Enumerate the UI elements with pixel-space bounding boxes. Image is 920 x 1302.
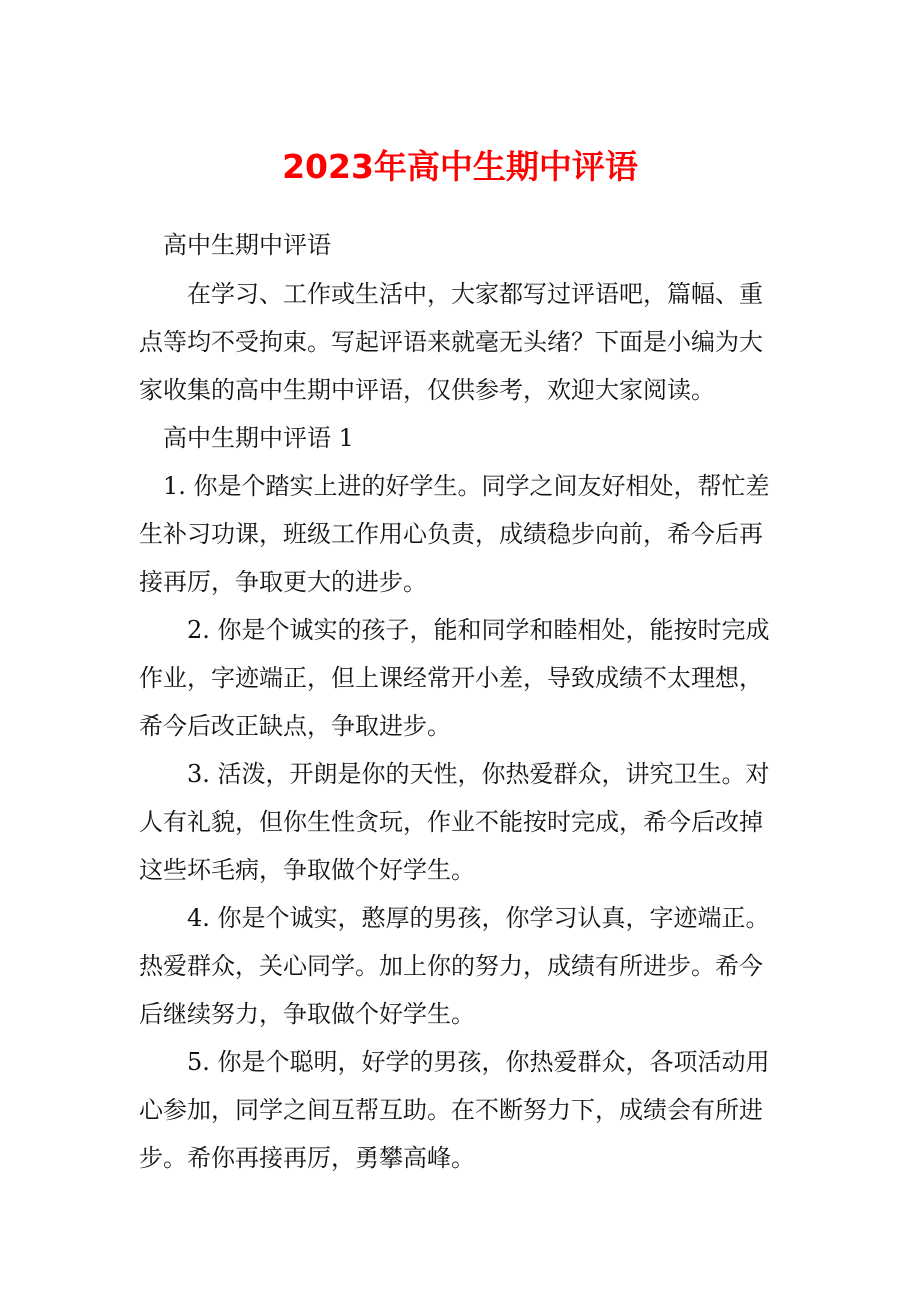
intro-line: 在学习、工作或生活中，大家都写过评语吧，篇幅、重 bbox=[187, 280, 763, 308]
comment-line: 后继续努力，争取做个好学生。 bbox=[139, 1000, 475, 1028]
comment-line: 接再厉，争取更大的进步。 bbox=[139, 568, 427, 596]
comment-line: 1. 你是个踏实上进的好学生。同学之间友好相处，帮忙差 bbox=[163, 472, 770, 500]
comment-line: 4. 你是个诚实，憨厚的男孩，你学习认真，字迹端正。 bbox=[187, 904, 770, 932]
document-subtitle: 高中生期中评语 bbox=[163, 231, 331, 259]
intro-line: 点等均不受拘束。写起评语来就毫无头绪？下面是小编为大 bbox=[139, 328, 763, 356]
comment-line: 热爱群众，关心同学。加上你的努力，成绩有所进步。希今 bbox=[139, 952, 763, 980]
comment-line: 心参加，同学之间互帮互助。在不断努力下，成绩会有所进 bbox=[139, 1096, 763, 1124]
comment-line: 5. 你是个聪明，好学的男孩，你热爱群众，各项活动用 bbox=[187, 1048, 770, 1076]
comment-line: 这些坏毛病，争取做个好学生。 bbox=[139, 856, 475, 884]
comment-line: 2. 你是个诚实的孩子，能和同学和睦相处，能按时完成 bbox=[187, 616, 770, 644]
comment-line: 步。希你再接再厉，勇攀高峰。 bbox=[139, 1144, 475, 1172]
comment-line: 生补习功课，班级工作用心负责，成绩稳步向前，希今后再 bbox=[139, 520, 763, 548]
intro-line: 家收集的高中生期中评语，仅供参考，欢迎大家阅读。 bbox=[139, 376, 715, 404]
comment-line: 希今后改正缺点，争取进步。 bbox=[139, 712, 451, 740]
comment-line: 人有礼貌，但你生性贪玩，作业不能按时完成，希今后改掉 bbox=[139, 808, 763, 836]
comment-line: 作业，字迹端正，但上课经常开小差，导致成绩不太理想， bbox=[139, 664, 763, 692]
section-heading: 高中生期中评语 1 bbox=[163, 424, 354, 452]
document-title: 2023年高中生期中评语 bbox=[282, 147, 638, 186]
comment-line: 3. 活泼，开朗是你的天性，你热爱群众，讲究卫生。对 bbox=[187, 760, 770, 788]
